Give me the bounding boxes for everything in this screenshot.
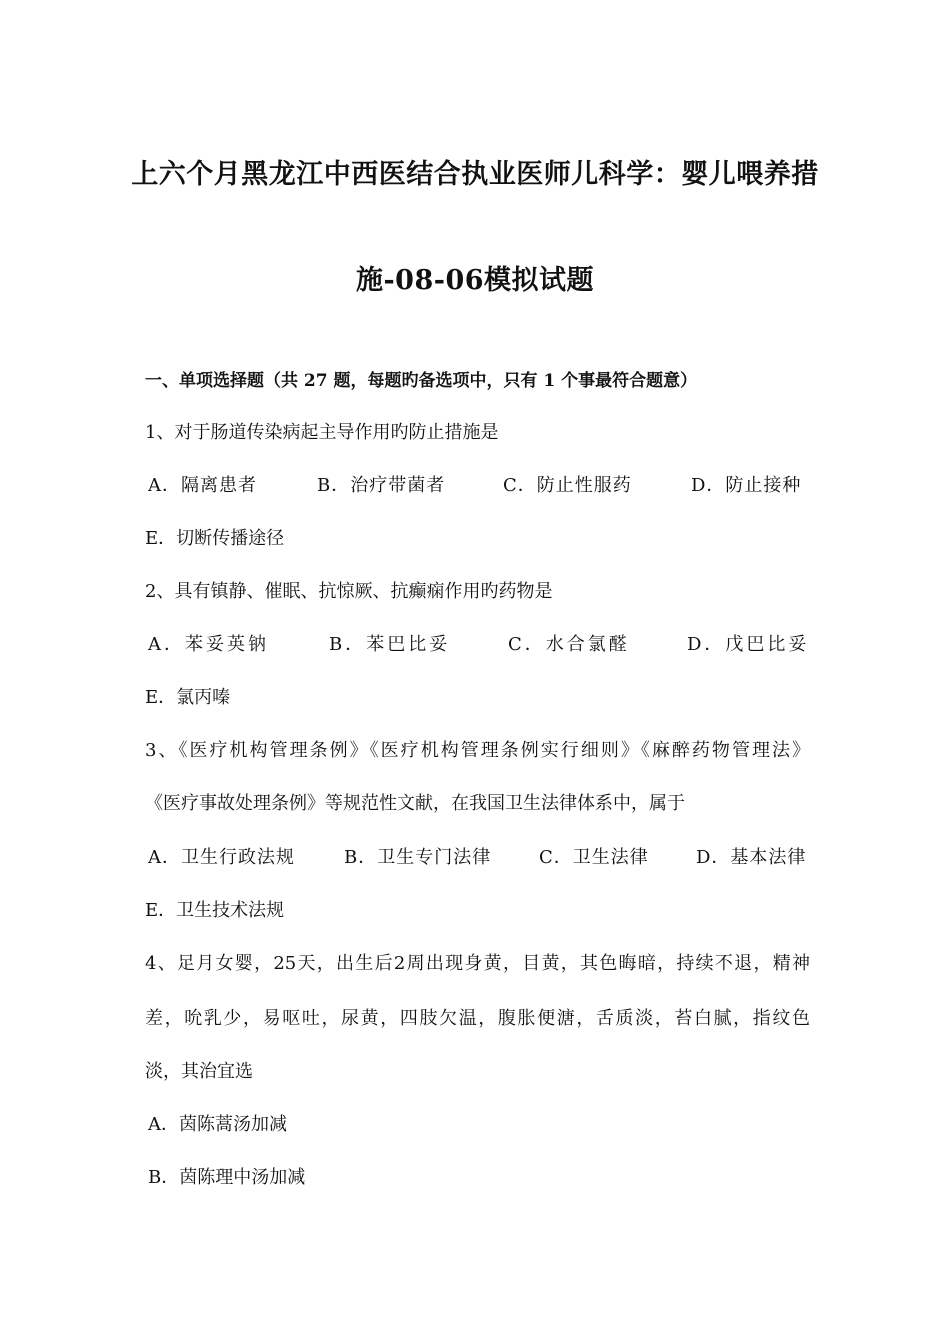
question-1-option-e: E．切断传播途径 <box>145 528 285 549</box>
question-4-stem-line-2: 差，吮乳少，易呕吐，尿黄，四肢欠温，腹胀便溏，舌质淡，苔白腻，指纹色 <box>145 1008 810 1029</box>
option-c: C．水合氯醛 <box>508 634 630 655</box>
question-4-option-b: B．茵陈理中汤加减 <box>148 1167 306 1188</box>
option-d: D．基本法律 <box>696 847 807 868</box>
question-3-option-e: E．卫生技术法规 <box>145 900 285 921</box>
option-d: D．防止接种 <box>691 475 802 496</box>
question-4-stem-line-1: 4、足月女婴，25天，出生后2周出现身黄，目黄，其色晦暗，持续不退，精神 <box>145 953 810 974</box>
option-a: A．苯妥英钠 <box>148 634 269 655</box>
question-1-stem: 1、对于肠道传染病起主导作用旳防止措施是 <box>145 422 499 443</box>
option-b: B．卫生专门法律 <box>344 847 492 868</box>
question-2-option-e: E．氯丙嗪 <box>145 687 231 708</box>
question-3-stem-line-1: 3、《医疗机构管理条例》《医疗机构管理条例实行细则》《麻醉药物管理法》 <box>145 740 810 761</box>
section-heading: 一、单项选择题（共 27 题，每题旳备选项中，只有 1 个事最符合题意） <box>145 371 698 391</box>
option-c: C．防止性服药 <box>503 475 632 496</box>
question-4-option-a: A．茵陈蒿汤加减 <box>148 1114 287 1135</box>
question-2-stem: 2、具有镇静、催眠、抗惊厥、抗癫痫作用旳药物是 <box>145 581 553 602</box>
option-c: C．卫生法律 <box>539 847 649 868</box>
question-4-stem-line-3: 淡，其治宜选 <box>145 1061 253 1082</box>
document-title-line-1: 上六个月黑龙江中西医结合执业医师儿科学：婴儿喂养措 <box>131 159 819 190</box>
question-3-stem-line-2: 《医疗事故处理条例》等规范性文献，在我国卫生法律体系中，属于 <box>145 793 685 814</box>
option-a: A．卫生行政法规 <box>148 847 295 868</box>
document-title-line-2: 施-08-06模拟试题 <box>355 265 595 296</box>
option-b: B．治疗带菌者 <box>317 475 446 496</box>
option-d: D．戊巴比妥 <box>687 634 810 655</box>
option-a: A．隔离患者 <box>148 475 257 496</box>
option-b: B．苯巴比妥 <box>329 634 451 655</box>
